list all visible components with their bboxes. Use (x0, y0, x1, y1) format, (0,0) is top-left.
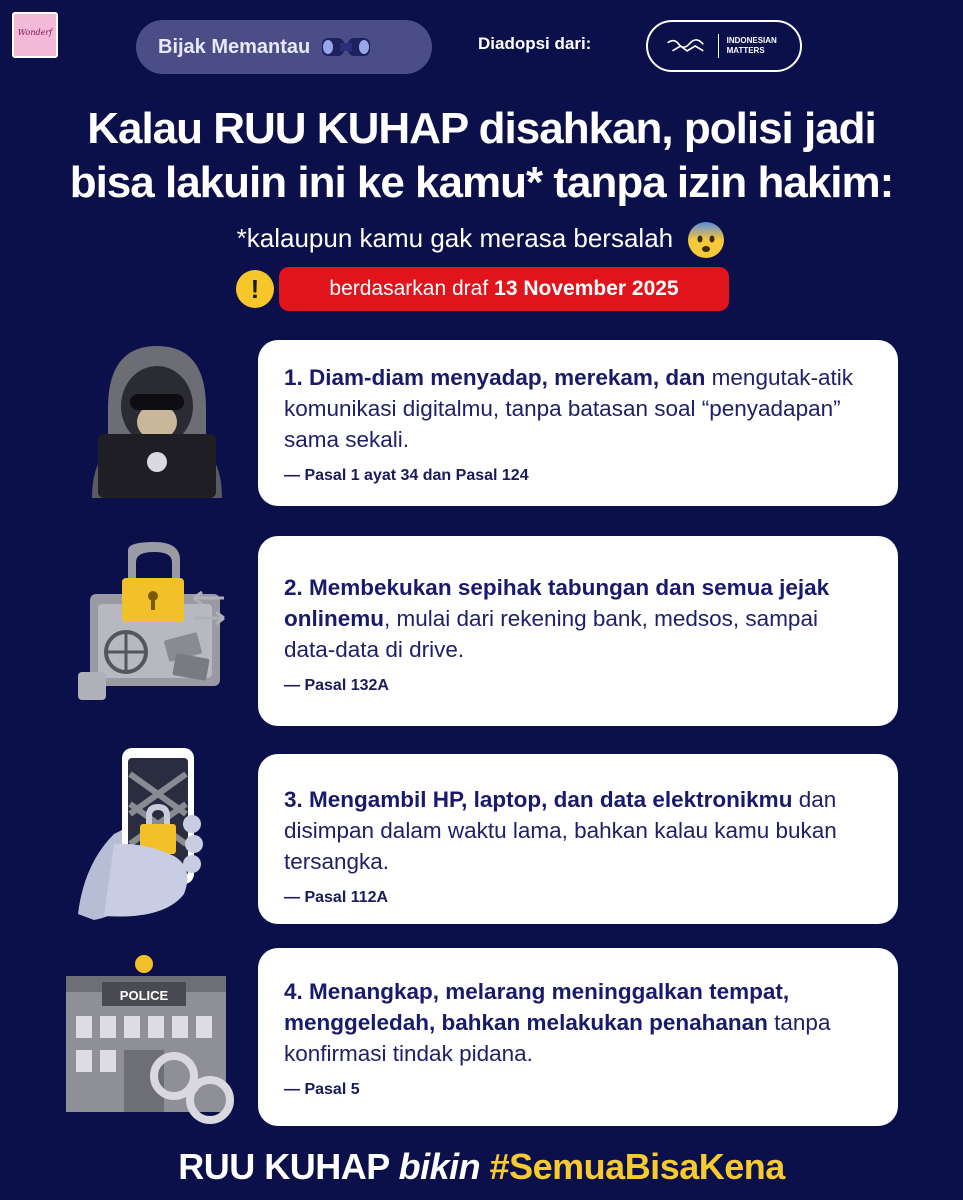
item-1-rest: mengutak-atik komunikasi digitalmu, tanpa batasan soal “penyadapan” sama sekali. (284, 365, 853, 452)
item-1-bold: 1. Diam-diam menyadap, merekam, dan (284, 365, 706, 390)
item-3-bold: 3. Mengambil HP, laptop, dan data elektronikmu (284, 787, 793, 812)
indonesian-matters-logo-text: INDONESIAN MATTERS (726, 36, 777, 55)
brand-pill (136, 20, 432, 74)
footer-hashtag: #SemuaBisaKena (480, 1146, 785, 1187)
item-4-bold: 4. Menangkap, melarang meninggalkan tempat, menggeledah, bahkan melakukan penahanan (284, 979, 790, 1035)
corner-badge-text: Wonderf (17, 28, 53, 37)
item-3-text (284, 776, 874, 877)
item-3-reference: — Pasal 112A (284, 889, 389, 906)
headline-line-2: bisa lakuin ini ke kamu* tanpa izin hakim: (69, 158, 894, 207)
item-1-reference: — Pasal 1 ayat 34 dan Pasal 124 (284, 467, 529, 484)
footer-part-2: bikin (398, 1146, 481, 1187)
subheadline (0, 218, 963, 260)
confiscated-phone-illustration (74, 744, 234, 924)
subheadline-text: *kalaupun kamu gak merasa bersalah (236, 223, 674, 253)
item-2-text (284, 558, 874, 665)
item-card-4 (258, 948, 898, 1126)
indonesian-matters-mark-icon (666, 34, 710, 58)
police-station-illustration (62, 952, 242, 1128)
item-card-3 (258, 754, 898, 924)
warning-exclamation-icon: ! (236, 270, 274, 308)
binoculars-icon (318, 32, 374, 62)
corner-badge (12, 12, 58, 58)
item-card-1 (258, 340, 898, 506)
item-card-2 (258, 536, 898, 726)
draft-date-pill (279, 267, 729, 311)
headline-line-1: Kalau RUU KUHAP disahkan, polisi jadi (87, 104, 876, 153)
brand-pill-label: Bijak Memantau (158, 35, 311, 58)
item-4-reference: — Pasal 5 (284, 1081, 360, 1098)
item-4-rest: tanpa konfirmasi tindak pidana. (284, 1010, 831, 1066)
item-3-rest: dan disimpan dalam waktu lama, bahkan kalau kamu bukan tersangka. (284, 787, 837, 874)
police-sign-text: POLICE (119, 988, 169, 1003)
indonesian-matters-logo (646, 20, 802, 72)
item-2-reference: — Pasal 132A (284, 677, 389, 694)
item-2-rest: , mulai dari rekening bank, medsos, sampai data-data di drive. (284, 606, 818, 662)
hacker-illustration (78, 338, 236, 500)
draft-date: 13 November 2025 (494, 277, 679, 300)
footer-part-1: RUU KUHAP (178, 1146, 399, 1187)
item-4-text (284, 970, 874, 1069)
adopted-from-label: Diadopsi dari: (478, 34, 592, 53)
footer-slogan (0, 1146, 963, 1188)
frozen-accounts-illustration (76, 540, 236, 708)
headline (0, 102, 963, 210)
item-1-text (284, 362, 874, 455)
draft-prefix: berdasarkan draf (329, 277, 489, 300)
anxious-face-emoji-icon (686, 220, 726, 260)
item-2-bold: 2. Membekukan sepihak tabungan dan semua jejak onlinemu (284, 575, 830, 631)
